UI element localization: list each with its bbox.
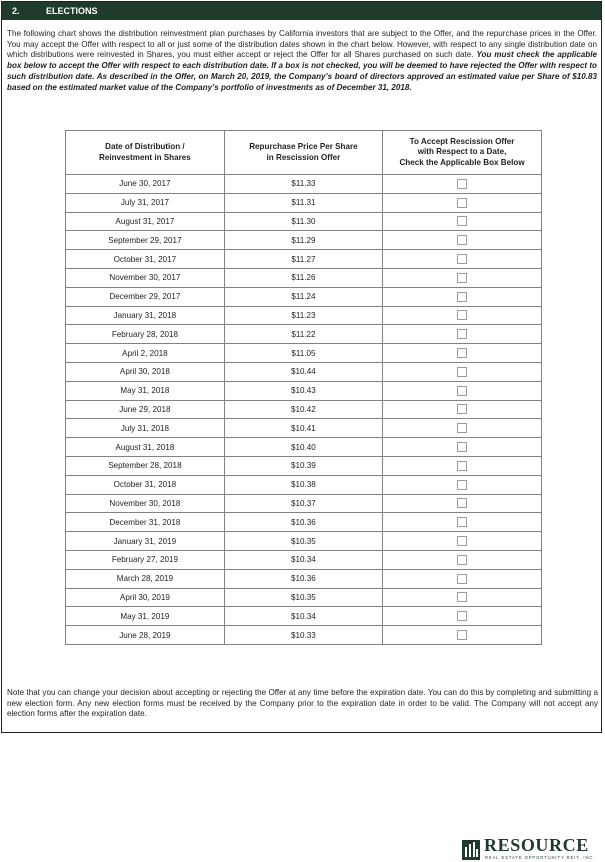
accept-checkbox[interactable] xyxy=(457,179,467,189)
row-price: $10.37 xyxy=(224,494,382,513)
accept-checkbox[interactable] xyxy=(457,442,467,452)
accept-checkbox[interactable] xyxy=(457,423,467,433)
row-price: $11.31 xyxy=(224,193,382,212)
table-row xyxy=(66,362,542,381)
row-accept-cell xyxy=(383,231,542,250)
row-price: $11.22 xyxy=(224,325,382,344)
accept-checkbox[interactable] xyxy=(457,329,467,339)
accept-checkbox[interactable] xyxy=(457,536,467,546)
row-price: $11.33 xyxy=(224,175,382,194)
table-row xyxy=(66,588,542,607)
table-row xyxy=(66,626,542,645)
row-accept-cell xyxy=(383,193,542,212)
table-row xyxy=(66,419,542,438)
accept-checkbox[interactable] xyxy=(457,611,467,621)
table-row xyxy=(66,513,542,532)
table-row xyxy=(66,193,542,212)
accept-checkbox[interactable] xyxy=(457,517,467,527)
row-date: June 30, 2017 xyxy=(66,175,225,194)
row-date: July 31, 2017 xyxy=(66,193,225,212)
row-accept-cell xyxy=(383,287,542,306)
row-date: November 30, 2018 xyxy=(66,494,225,513)
row-date: February 27, 2019 xyxy=(66,550,225,569)
row-price: $10.35 xyxy=(224,588,382,607)
row-date: December 31, 2018 xyxy=(66,513,225,532)
row-accept-cell xyxy=(383,532,542,551)
table-row xyxy=(66,607,542,626)
row-price: $11.24 xyxy=(224,287,382,306)
row-price: $10.33 xyxy=(224,626,382,645)
accept-checkbox[interactable] xyxy=(457,292,467,302)
company-logo xyxy=(462,836,602,862)
accept-checkbox[interactable] xyxy=(457,386,467,396)
table-row xyxy=(66,494,542,513)
row-price: $11.29 xyxy=(224,231,382,250)
row-accept-cell xyxy=(383,588,542,607)
row-date: April 30, 2018 xyxy=(66,362,225,381)
row-accept-cell xyxy=(383,419,542,438)
row-date: August 31, 2017 xyxy=(66,212,225,231)
row-date: April 30, 2019 xyxy=(66,588,225,607)
row-price: $11.23 xyxy=(224,306,382,325)
logo-tagline: REAL ESTATE OPPORTUNITY REIT, INC. xyxy=(485,855,596,860)
header-price: Repurchase Price Per Share in Rescission Offer xyxy=(224,131,382,175)
table-row xyxy=(66,400,542,419)
accept-checkbox[interactable] xyxy=(457,404,467,414)
accept-checkbox[interactable] xyxy=(457,630,467,640)
row-price: $10.43 xyxy=(224,381,382,400)
row-price: $11.27 xyxy=(224,250,382,269)
note-paragraph: Note that you can change your decision about accepting or rejecting the Offer at any time before the expiration date. You can do this by completing and submitting a new election form. Any new election forms must be received by the Company prior to the expiration date in order to be valid. The Company will not accept any election forms after the expiration date. xyxy=(7,688,598,719)
row-accept-cell xyxy=(383,344,542,363)
row-date: June 29, 2018 xyxy=(66,400,225,419)
row-price: $10.39 xyxy=(224,456,382,475)
row-accept-cell xyxy=(383,513,542,532)
row-accept-cell xyxy=(383,250,542,269)
row-price: $10.44 xyxy=(224,362,382,381)
table-row xyxy=(66,231,542,250)
table-row xyxy=(66,532,542,551)
elections-table xyxy=(65,130,542,645)
table-row xyxy=(66,306,542,325)
row-price: $10.42 xyxy=(224,400,382,419)
row-price: $10.40 xyxy=(224,438,382,457)
row-accept-cell xyxy=(383,268,542,287)
table-row xyxy=(66,475,542,494)
header-accept: To Accept Rescission Offer with Respect to a Date, Check the Applicable Box Below xyxy=(383,131,542,175)
table-row xyxy=(66,569,542,588)
row-accept-cell xyxy=(383,400,542,419)
table-row xyxy=(66,175,542,194)
row-price: $10.34 xyxy=(224,607,382,626)
accept-checkbox[interactable] xyxy=(457,310,467,320)
row-date: September 29, 2017 xyxy=(66,231,225,250)
row-accept-cell xyxy=(383,494,542,513)
accept-checkbox[interactable] xyxy=(457,198,467,208)
row-date: October 31, 2017 xyxy=(66,250,225,269)
row-accept-cell xyxy=(383,626,542,645)
row-date: June 28, 2019 xyxy=(66,626,225,645)
row-date: October 31, 2018 xyxy=(66,475,225,494)
building-icon xyxy=(462,840,480,860)
row-price: $11.26 xyxy=(224,268,382,287)
accept-checkbox[interactable] xyxy=(457,254,467,264)
row-accept-cell xyxy=(383,569,542,588)
table-row xyxy=(66,438,542,457)
row-accept-cell xyxy=(383,306,542,325)
row-date: May 31, 2018 xyxy=(66,381,225,400)
row-accept-cell xyxy=(383,325,542,344)
row-price: $10.41 xyxy=(224,419,382,438)
row-accept-cell xyxy=(383,456,542,475)
table-row xyxy=(66,325,542,344)
row-date: September 28, 2018 xyxy=(66,456,225,475)
intro-paragraph xyxy=(7,29,597,93)
row-price: $10.34 xyxy=(224,550,382,569)
row-date: December 29, 2017 xyxy=(66,287,225,306)
logo-name: RESOURCE xyxy=(484,835,589,855)
row-date: August 31, 2018 xyxy=(66,438,225,457)
row-price: $11.05 xyxy=(224,344,382,363)
section-number: 2. xyxy=(12,6,20,16)
row-date: February 28, 2018 xyxy=(66,325,225,344)
section-header xyxy=(2,2,601,20)
table-row xyxy=(66,287,542,306)
accept-checkbox[interactable] xyxy=(457,498,467,508)
row-accept-cell xyxy=(383,475,542,494)
accept-checkbox[interactable] xyxy=(457,480,467,490)
table-header-row xyxy=(66,131,542,175)
elections-section xyxy=(1,1,602,733)
row-accept-cell xyxy=(383,550,542,569)
accept-checkbox[interactable] xyxy=(457,555,467,565)
accept-checkbox[interactable] xyxy=(457,235,467,245)
table-row xyxy=(66,550,542,569)
intro-plain-text: The following chart shows the distribution reinvestment plan purchases by California investors that are subject to the Offer, and the repurchase prices in the Offer. You may accept the Offer with respect to all or just some of the distribution dates shown in the chart below. However, with respect to any single distribution date on which distributions were reinvested in Shares, you must either accept or reject the Offer for all Shares purchased on such date. xyxy=(7,29,597,60)
section-title: ELECTIONS xyxy=(46,6,98,16)
row-price: $10.36 xyxy=(224,569,382,588)
row-date: April 2, 2018 xyxy=(66,344,225,363)
accept-checkbox[interactable] xyxy=(457,461,467,471)
accept-checkbox[interactable] xyxy=(457,367,467,377)
table-row xyxy=(66,344,542,363)
row-date: January 31, 2019 xyxy=(66,532,225,551)
table-row xyxy=(66,250,542,269)
accept-checkbox[interactable] xyxy=(457,216,467,226)
row-date: March 28, 2019 xyxy=(66,569,225,588)
table-row xyxy=(66,212,542,231)
accept-checkbox[interactable] xyxy=(457,574,467,584)
row-price: $10.35 xyxy=(224,532,382,551)
table-row xyxy=(66,381,542,400)
accept-checkbox[interactable] xyxy=(457,348,467,358)
intro-emphasis-text: You must check the applicable box below to accept the Offer with respect to each distribution date. If a box is not checked, you will be deemed to have rejected the Offer with respect to such distribution date. As described in the Offer, on March 20, 2019, the Company’s board of directors approved an estimated value per Share of $10.83 based on the estimated market value of the Company’s portfolio of investments as of December 31, 2018. xyxy=(7,50,597,92)
row-accept-cell xyxy=(383,212,542,231)
row-date: November 30, 2017 xyxy=(66,268,225,287)
row-date: January 31, 2018 xyxy=(66,306,225,325)
row-date: May 31, 2019 xyxy=(66,607,225,626)
accept-checkbox[interactable] xyxy=(457,592,467,602)
table-row xyxy=(66,456,542,475)
row-accept-cell xyxy=(383,362,542,381)
row-date: July 31, 2018 xyxy=(66,419,225,438)
row-price: $11.30 xyxy=(224,212,382,231)
row-accept-cell xyxy=(383,438,542,457)
row-accept-cell xyxy=(383,607,542,626)
row-price: $10.36 xyxy=(224,513,382,532)
row-accept-cell xyxy=(383,175,542,194)
row-price: $10.38 xyxy=(224,475,382,494)
row-accept-cell xyxy=(383,381,542,400)
table-row xyxy=(66,268,542,287)
accept-checkbox[interactable] xyxy=(457,273,467,283)
header-date: Date of Distribution / Reinvestment in Shares xyxy=(66,131,225,175)
